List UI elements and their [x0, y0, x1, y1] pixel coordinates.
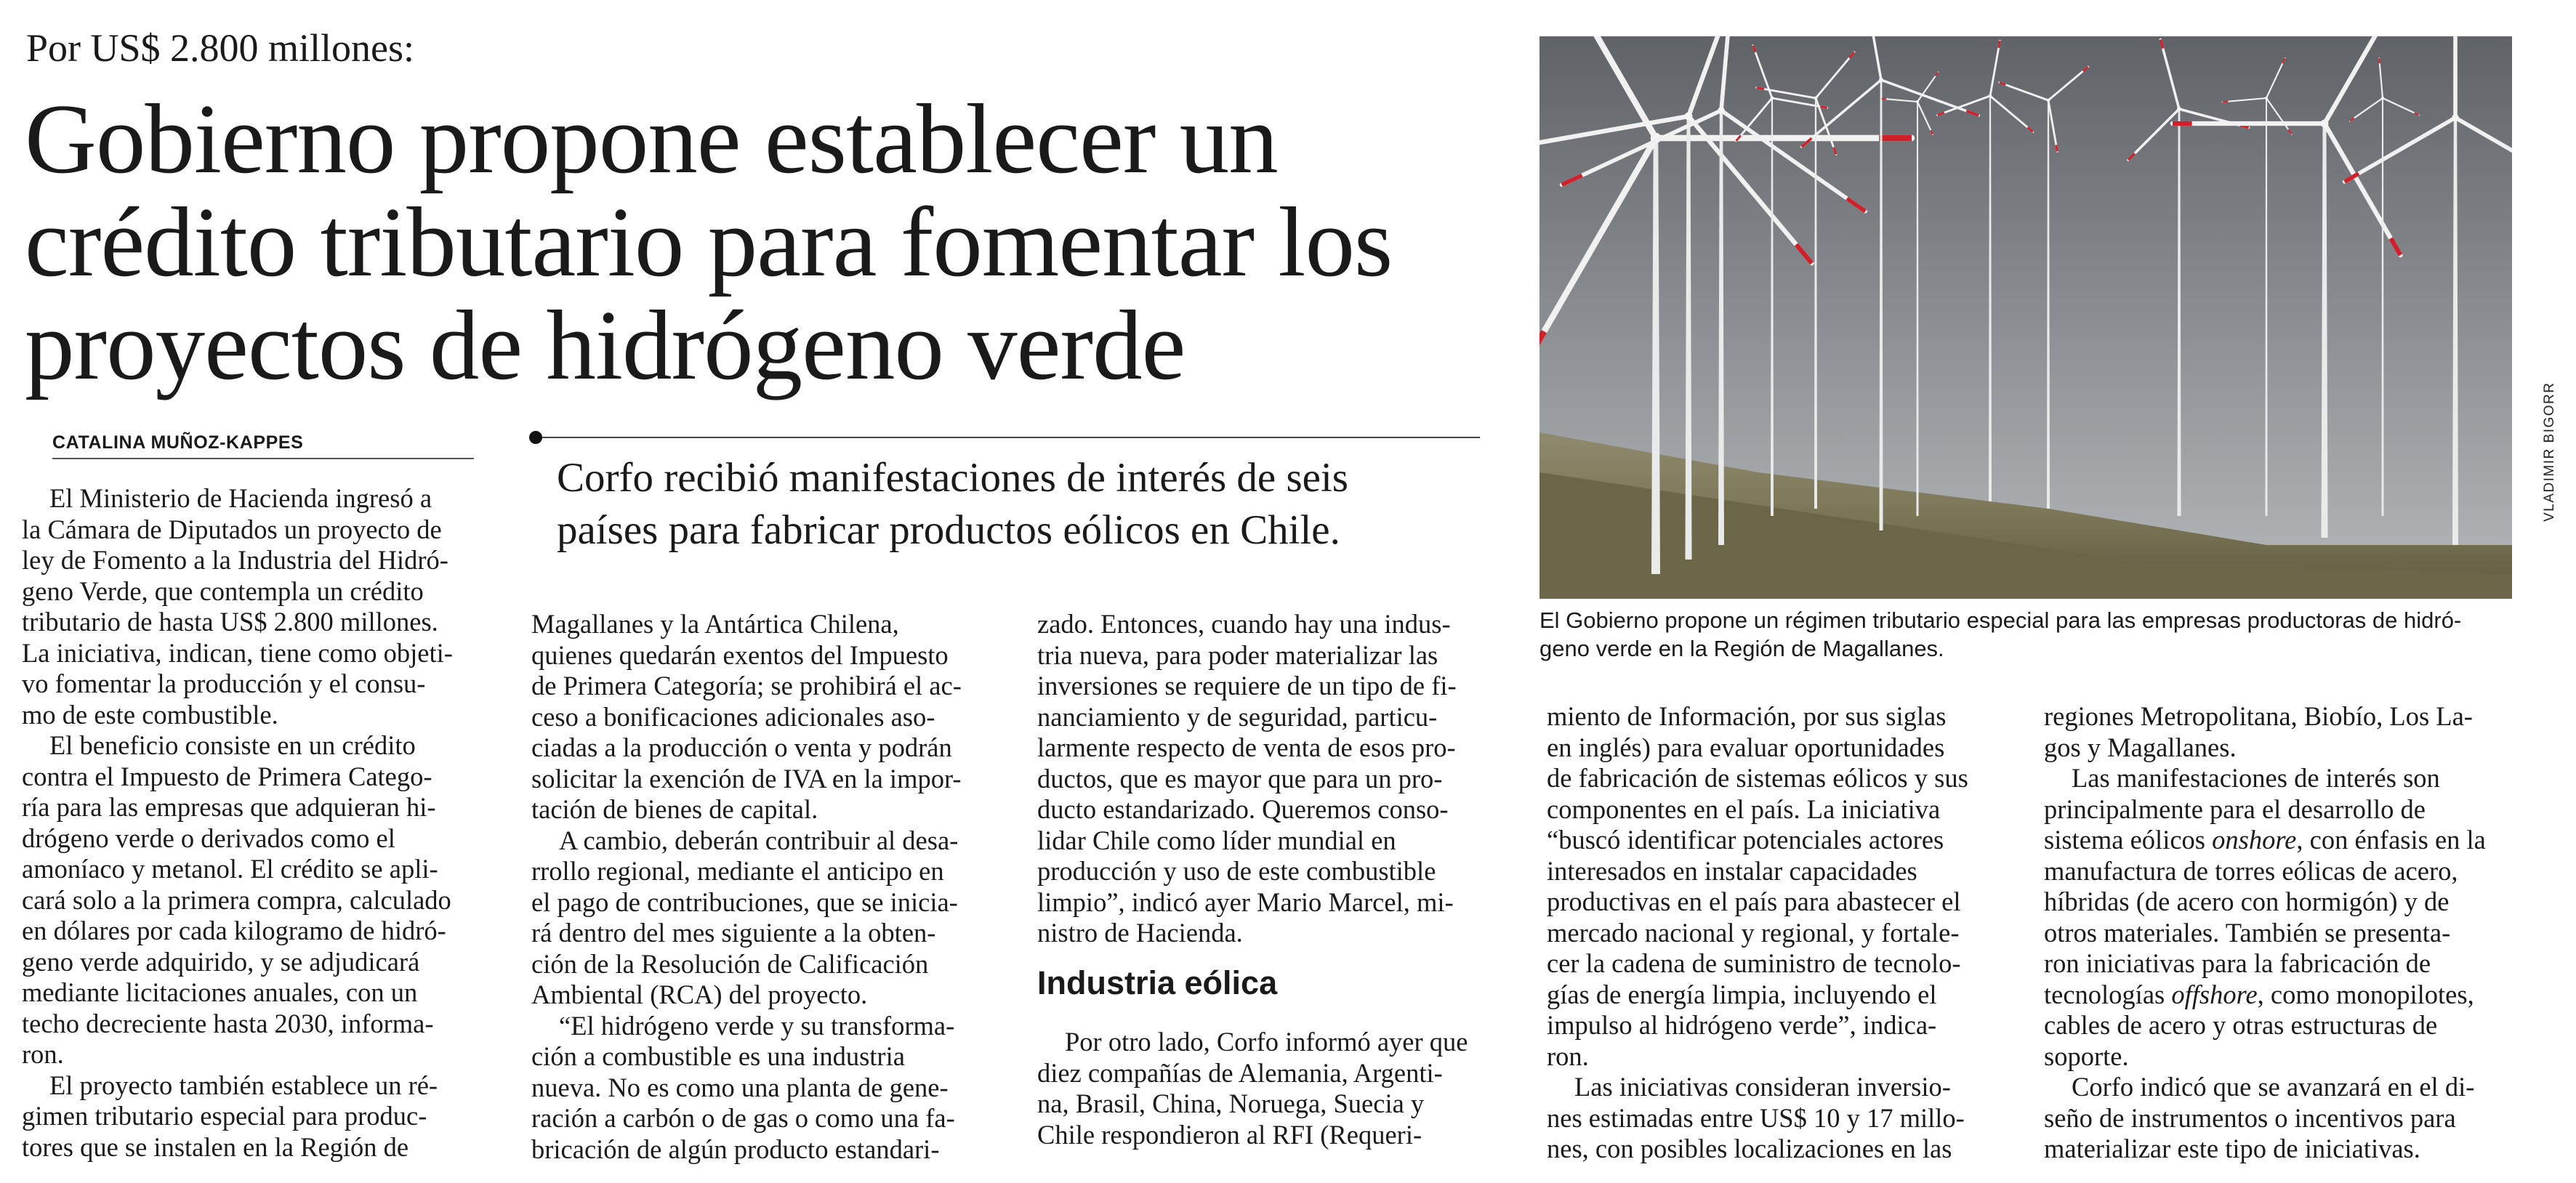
body-line: lidar Chile como líder mundial en [1037, 825, 1396, 855]
body-line: ría para las empresas que adquieran hi- [22, 792, 436, 822]
body-line: productivas en el país para abastecer el [1547, 887, 1961, 916]
body-line: miento de Información, por sus siglas [1547, 701, 1947, 731]
body-line: gimen tributario especial para produc- [22, 1101, 427, 1131]
body-line: Por otro lado, Corfo informó ayer que [1065, 1027, 1468, 1057]
body-line: “buscó identificar potenciales actores [1547, 825, 1944, 855]
body-column-2 [531, 609, 1004, 1165]
body-line: rrollo regional, mediante el anticipo en [531, 856, 944, 886]
headline-line: Gobierno propone establecer un [25, 84, 1278, 194]
body-line: ración a carbón o de gas o como una fa- [531, 1103, 955, 1133]
body-line: solicitar la exención de IVA en la impor- [531, 763, 962, 794]
body-column-5 [2044, 701, 2516, 1165]
body-line: nanciamiento y de seguridad, particu- [1037, 701, 1438, 732]
body-line: Las iniciativas consideran inversio- [1574, 1072, 1951, 1102]
body-line: cer la cadena de suministro de tecnolo- [1547, 948, 1961, 978]
body-line: ciadas a la producción o venta y podrán [531, 732, 952, 762]
body-line: limpio”, indicó ayer Mario Marcel, mi- [1037, 887, 1454, 917]
body-line: sistema eólicos onshore, con énfasis en la [2044, 825, 2486, 855]
body-line: nistro de Hacienda. [1037, 918, 1243, 948]
body-line: na, Brasil, China, Noruega, Suecia y [1037, 1089, 1425, 1118]
body-line: tores que se instalen en la Región de [22, 1131, 409, 1162]
deck-line: Corfo recibió manifestaciones de interés de seis [557, 455, 1348, 501]
body-line: rá dentro del mes siguiente a la obten- [531, 918, 936, 948]
byline: CATALINA MUÑOZ-KAPPES [52, 432, 304, 453]
body-line: bricación de algún producto estandari- [531, 1134, 940, 1164]
body-column-3 [1037, 609, 1510, 949]
body-line: Chile respondieron al RFI (Requeri- [1037, 1119, 1422, 1150]
body-line: ceso a bonificaciones adicionales aso- [531, 701, 935, 732]
body-line: nes, con posibles localizaciones en las [1547, 1134, 1952, 1163]
body-line: ron. [22, 1039, 64, 1069]
body-line: híbridas (de acero con hormigón) y de [2044, 887, 2450, 916]
body-line: techo decreciente hasta 2030, informa- [22, 1008, 434, 1038]
body-line: mo de este combustible. [22, 699, 278, 730]
body-line: El Ministerio de Hacienda ingresó a [49, 483, 432, 513]
body-line: mediante licitaciones anuales, con un [22, 977, 418, 1007]
body-line: gías de energía limpia, incluyendo el [1547, 979, 1937, 1009]
body-line: mercado nacional y regional, y fortale- [1547, 917, 1960, 948]
body-line: ción a combustible es una industria [531, 1041, 905, 1071]
body-column-3-continued [1037, 1027, 1510, 1150]
body-line: manufactura de torres eólicas de acero, [2044, 855, 2458, 886]
deck-line: países para fabricar productos eólicos en Chile. [557, 507, 1340, 553]
wind-farm-illustration [1539, 36, 2512, 599]
photo-caption [1539, 606, 2513, 663]
article-headline [25, 84, 1515, 400]
photo-credit: VLADIMIR BIGORR [2542, 381, 2557, 522]
body-line: en inglés) para evaluar oportunidades [1547, 732, 1945, 762]
body-line: inversiones se requiere de un tipo de fi- [1037, 671, 1457, 700]
body-line: la Cámara de Diputados un proyecto de [22, 514, 442, 544]
deck-bullet-icon [529, 431, 542, 444]
body-line: el pago de contribuciones, que se inicia- [531, 887, 958, 917]
body-line: materializar este tipo de iniciativas. [2044, 1134, 2420, 1163]
byline-rule [52, 458, 474, 459]
body-line: principalmente para el desarrollo de [2044, 794, 2426, 824]
body-line: impulso al hidrógeno verde”, indica- [1547, 1010, 1937, 1040]
body-line: gos y Magallanes. [2044, 732, 2237, 762]
body-line: ley de Fomento a la Industria del Hidró- [22, 545, 448, 575]
body-line: nueva. No es como una planta de gene- [531, 1072, 949, 1102]
body-line: amoníaco y metanol. El crédito se apli- [22, 854, 438, 884]
body-line: quienes quedarán exentos del Impuesto [531, 639, 949, 670]
body-line: geno Verde, que contempla un crédito [22, 576, 424, 606]
body-line: soporte. [2044, 1041, 2129, 1071]
body-line: La iniciativa, indican, tiene como objeti- [22, 637, 453, 668]
body-line: Magallanes y la Antártica Chilena, [531, 609, 899, 639]
body-line: tecnologías offshore, como monopilotes, [2044, 979, 2474, 1009]
body-line: regiones Metropolitana, Biobío, Los La- [2044, 701, 2473, 731]
body-line: interesados en instalar capacidades [1547, 855, 1917, 886]
body-line: ducto estandarizado. Queremos conso- [1037, 794, 1449, 824]
wind-turbines-photo [1539, 36, 2512, 599]
body-line: A cambio, deberán contribuir al desa- [559, 825, 959, 855]
article-kicker: Por US$ 2.800 millones: [26, 26, 415, 70]
body-line: drógeno verde o derivados como el [22, 823, 395, 853]
body-line: de fabricación de sistemas eólicos y sus [1547, 763, 1968, 793]
body-line: tación de bienes de capital. [531, 794, 818, 824]
article-deck [557, 452, 1502, 557]
body-line: tria nueva, para poder materializar las [1037, 639, 1438, 670]
body-line: ductos, que es mayor que para un pro- [1037, 763, 1443, 794]
body-line: producción y uso de este combustible [1037, 856, 1436, 886]
body-line: Las manifestaciones de interés son [2072, 763, 2440, 793]
body-line: nes estimadas entre US$ 10 y 17 millo- [1547, 1102, 1965, 1133]
body-line: zado. Entonces, cuando hay una indus- [1037, 609, 1451, 639]
body-line: otros materiales. También se presenta- [2044, 917, 2451, 948]
headline-line: proyectos de hidrógeno verde [25, 290, 1186, 400]
body-line: larmente respecto de venta de esos pro- [1037, 732, 1456, 762]
body-line: seño de instrumentos o incentivos para [2044, 1102, 2456, 1133]
caption-line: El Gobierno propone un régimen tributario especial para las empresas productoras de hidró- [1539, 607, 2462, 633]
body-line: ción de la Resolución de Calificación [531, 948, 929, 979]
body-line: cará solo a la primera compra, calculado [22, 884, 451, 915]
body-line: vo fomentar la producción y el consu- [22, 669, 426, 698]
body-line: de Primera Categoría; se prohibirá el ac- [531, 671, 962, 700]
body-line: ron. [1547, 1041, 1589, 1071]
body-line: tributario de hasta US$ 2.800 millones. [22, 607, 438, 637]
body-line: “El hidrógeno verde y su transforma- [559, 1010, 955, 1041]
deck-rule [542, 437, 1480, 438]
body-line: geno verde adquirido, y se adjudicará [22, 946, 420, 977]
headline-line: crédito tributario para fomentar los [25, 187, 1393, 297]
body-line: ron iniciativas para la fabricación de [2044, 948, 2431, 978]
body-line: cables de acero y otras estructuras de [2044, 1010, 2438, 1040]
body-line: Ambiental (RCA) del proyecto. [531, 980, 868, 1009]
body-line: en dólares por cada kilogramo de hidró- [22, 916, 446, 945]
caption-line: geno verde en la Región de Magallanes. [1539, 636, 1944, 661]
body-line: El proyecto también establece un ré- [49, 1070, 438, 1100]
subhead: Industria eólica [1037, 964, 1278, 1001]
body-line: contra el Impuesto de Primera Catego- [22, 761, 432, 791]
body-line: diez compañías de Alemania, Argenti- [1037, 1057, 1443, 1088]
body-line: Corfo indicó que se avanzará en el di- [2072, 1072, 2475, 1102]
body-line: componentes en el país. La iniciativa [1547, 794, 1941, 824]
body-column-1 [22, 483, 494, 1163]
body-line: El beneficio consiste en un crédito [49, 730, 416, 760]
body-column-4 [1547, 701, 2019, 1165]
